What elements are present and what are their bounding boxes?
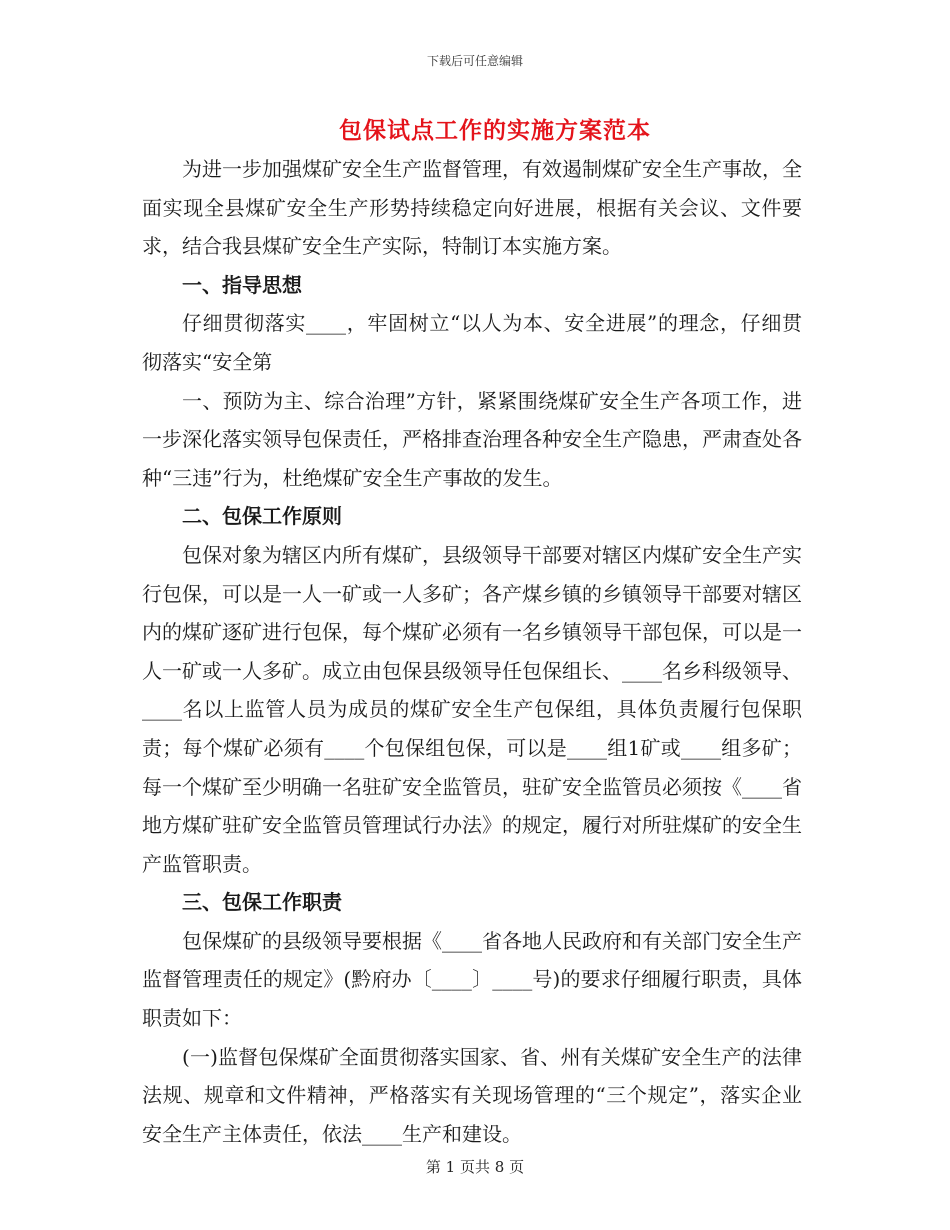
- document-title: 包保试点工作的实施方案范本: [339, 117, 651, 144]
- body-paragraph: 一、预防为主、综合治理”方针，紧紧围绕煤矿安全生产各项工作，进一步深化落实领导包保责任，严格排查治理各种安全生产隐患，严肃查处各种“三违”行为，杜绝煤矿安全生产事故的发生。: [142, 388, 802, 490]
- section-heading-guiding-ideology: 一、指导思想: [182, 272, 302, 297]
- body-paragraph: 包保煤矿的县级领导要根据《____省各地人民政府和有关部门安全生产监督管理责任的规定》(黔府办〔____〕____号)的要求仔细履行职责，具体职责如下：: [142, 928, 802, 1031]
- body-paragraph: (一)监督包保煤矿全面贯彻落实国家、省、州有关煤矿安全生产的法律法规、规章和文件精神，严格落实有关现场管理的“三个规定”，落实企业安全生产主体责任，依法____生产和建设。: [142, 1044, 802, 1146]
- section-heading-principles: 二、包保工作原则: [182, 504, 342, 529]
- intro-paragraph: 为进一步加强煤矿安全生产监督管理，有效遏制煤矿安全生产事故，全面实现全县煤矿安全生产形势持续稳定向好进展，根据有关会议、文件要求，结合我县煤矿安全生产实际，特制订本实施方案。: [142, 157, 802, 259]
- download-note: 下载后可任意编辑: [426, 54, 523, 68]
- page-number: 第 1 页共 8 页: [425, 1158, 525, 1176]
- document-body: [142, 150, 802, 1153]
- body-paragraph: 仔细贯彻落实____，牢固树立“以人为本、安全进展”的理念，仔细贯彻落实“安全第: [142, 311, 802, 374]
- body-paragraph: 包保对象为辖区内所有煤矿，县级领导干部要对辖区内煤矿安全生产实行包保，可以是一人一矿或一人多矿；各产煤乡镇的乡镇领导干部要对辖区内的煤矿逐矿进行包保，每个煤矿必须有一名乡镇领导干部包保，可以是一人一矿或一人多矿。成立由包保县级领导任包保组长、____名乡科级领导、____名以上监管人员为成员的煤矿安全生产包保组，具体负责履行包保职责；每个煤矿必须有____个包保组包保，可以是____组1矿或____组多矿；每一个煤矿至少明确一名驻矿安全监管员，驻矿安全监管员必须按《____省地方煤矿驻矿安全监管员管理试行办法》的规定，履行对所驻煤矿的安全生产监管职责。: [142, 542, 802, 876]
- section-heading-responsibilities: 三、包保工作职责: [182, 890, 342, 915]
